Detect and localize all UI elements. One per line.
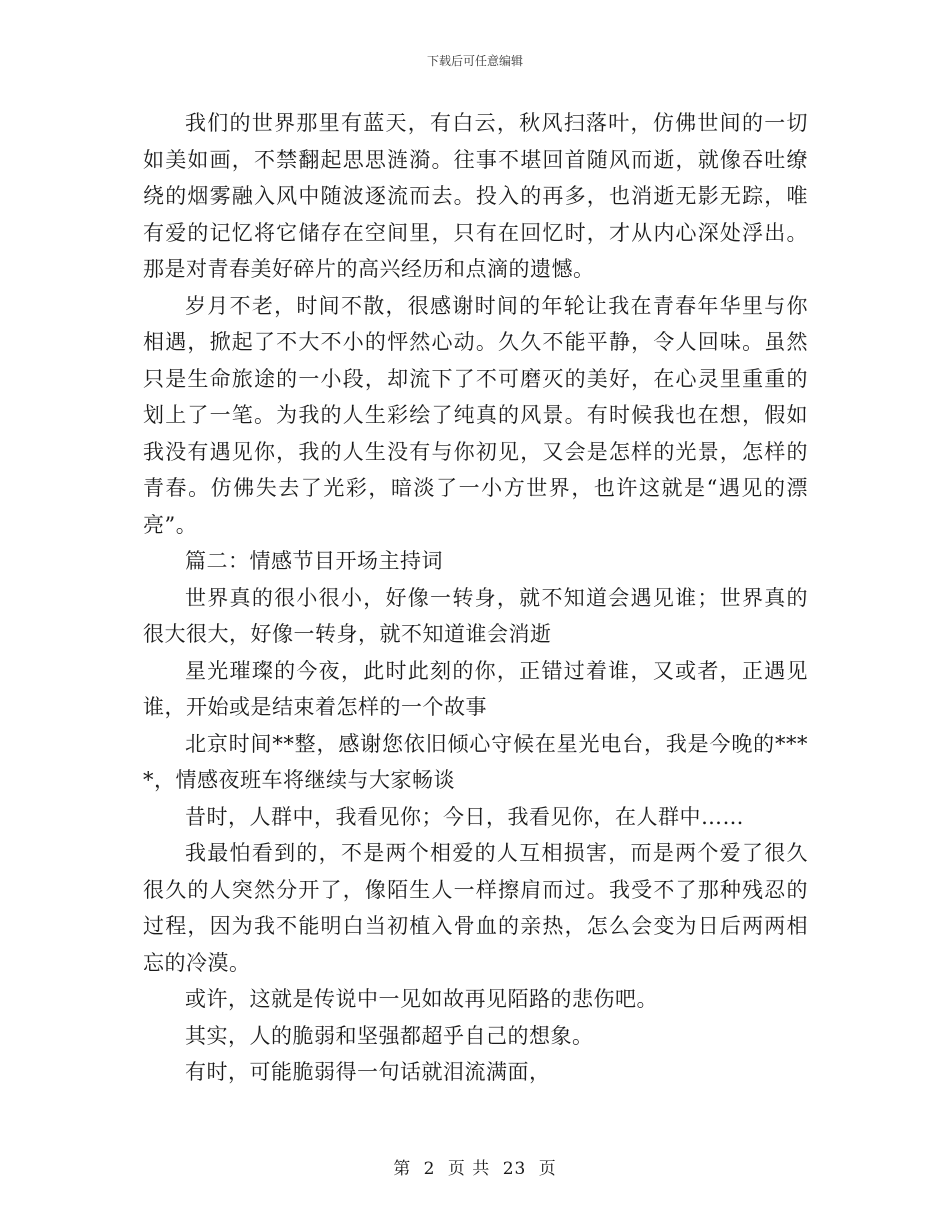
paragraph: 世界真的很小很小，好像一转身，就不知道会遇见谁；世界真的很大很大，好像一转身，就不知道谁会消逝 bbox=[143, 585, 808, 646]
paragraph: 或许，这就是传说中一见如故再见陌路的悲伤吧。 bbox=[185, 987, 658, 1011]
paragraph: 星光璀璨的今夜，此时此刻的你，正错过着谁，又或者，正遇见谁，开始或是结束着怎样的一个故事 bbox=[143, 658, 808, 719]
paragraph: 我最怕看到的，不是两个相爱的人互相损害，而是两个爱了很久很久的人突然分开了，像陌生人一样擦肩而过。我受不了那种残忍的过程，因为我不能明白当初植入骨血的亲热，怎么会变为日后两两相忘的冷漠。 bbox=[143, 841, 808, 975]
paragraph: 有时，可能脆弱得一句话就泪流满面， bbox=[185, 1060, 551, 1084]
footer-suffix: 页 bbox=[538, 1159, 557, 1179]
paragraph: 昔时，人群中，我看见你；今日，我看见你，在人群中…… bbox=[185, 804, 744, 829]
footer-middle: 页 共 bbox=[447, 1159, 491, 1179]
paragraph: 岁月不老，时间不散，很感谢时间的年轮让我在青春年华里与你相遇，掀起了不大不小的怦然心动。久久不能平静，令人回味。虽然只是生命旅途的一小段，却流下了不可磨灭的美好，在心灵里重重的划上了一笔。为我的人生彩绘了纯真的风景。有时候我也在想，假如我没有遇见你，我的人生没有与你初见，又会是怎样的光景，怎样的青春。仿佛失去了光彩，暗淡了一小方世界，也许这就是“遇见的漂亮”。 bbox=[143, 293, 808, 537]
paragraph: 其实，人的脆弱和坚强都超乎自己的想象。 bbox=[185, 1023, 594, 1048]
page-header-note: 下载后可任意编辑 bbox=[426, 54, 523, 68]
paragraph: 北京时间**整，感谢您依旧倾心守候在星光电台，我是今晚的****，情感夜班车将继续与大家畅谈 bbox=[143, 731, 808, 792]
paragraph: 我们的世界那里有蓝天，有白云，秋风扫落叶，仿佛世间的一切如美如画，不禁翻起思思涟漪。往事不堪回首随风而逝，就像吞吐缭绕的烟雾融入风中随波逐流而去。投入的再多，也消逝无影无踪，唯有爱的记忆将它储存在空间里，只有在回忆时，才从内心深处浮出。那是对青春美好碎片的高兴经历和点滴的遗憾。 bbox=[143, 111, 808, 281]
section-heading: 篇二：情感节目开场主持词 bbox=[185, 549, 443, 573]
page-number-footer bbox=[0, 1154, 950, 1179]
current-page-number: 2 bbox=[423, 1159, 436, 1179]
total-page-count: 23 bbox=[502, 1159, 527, 1179]
document-body bbox=[143, 105, 808, 1091]
footer-prefix: 第 bbox=[393, 1159, 412, 1179]
